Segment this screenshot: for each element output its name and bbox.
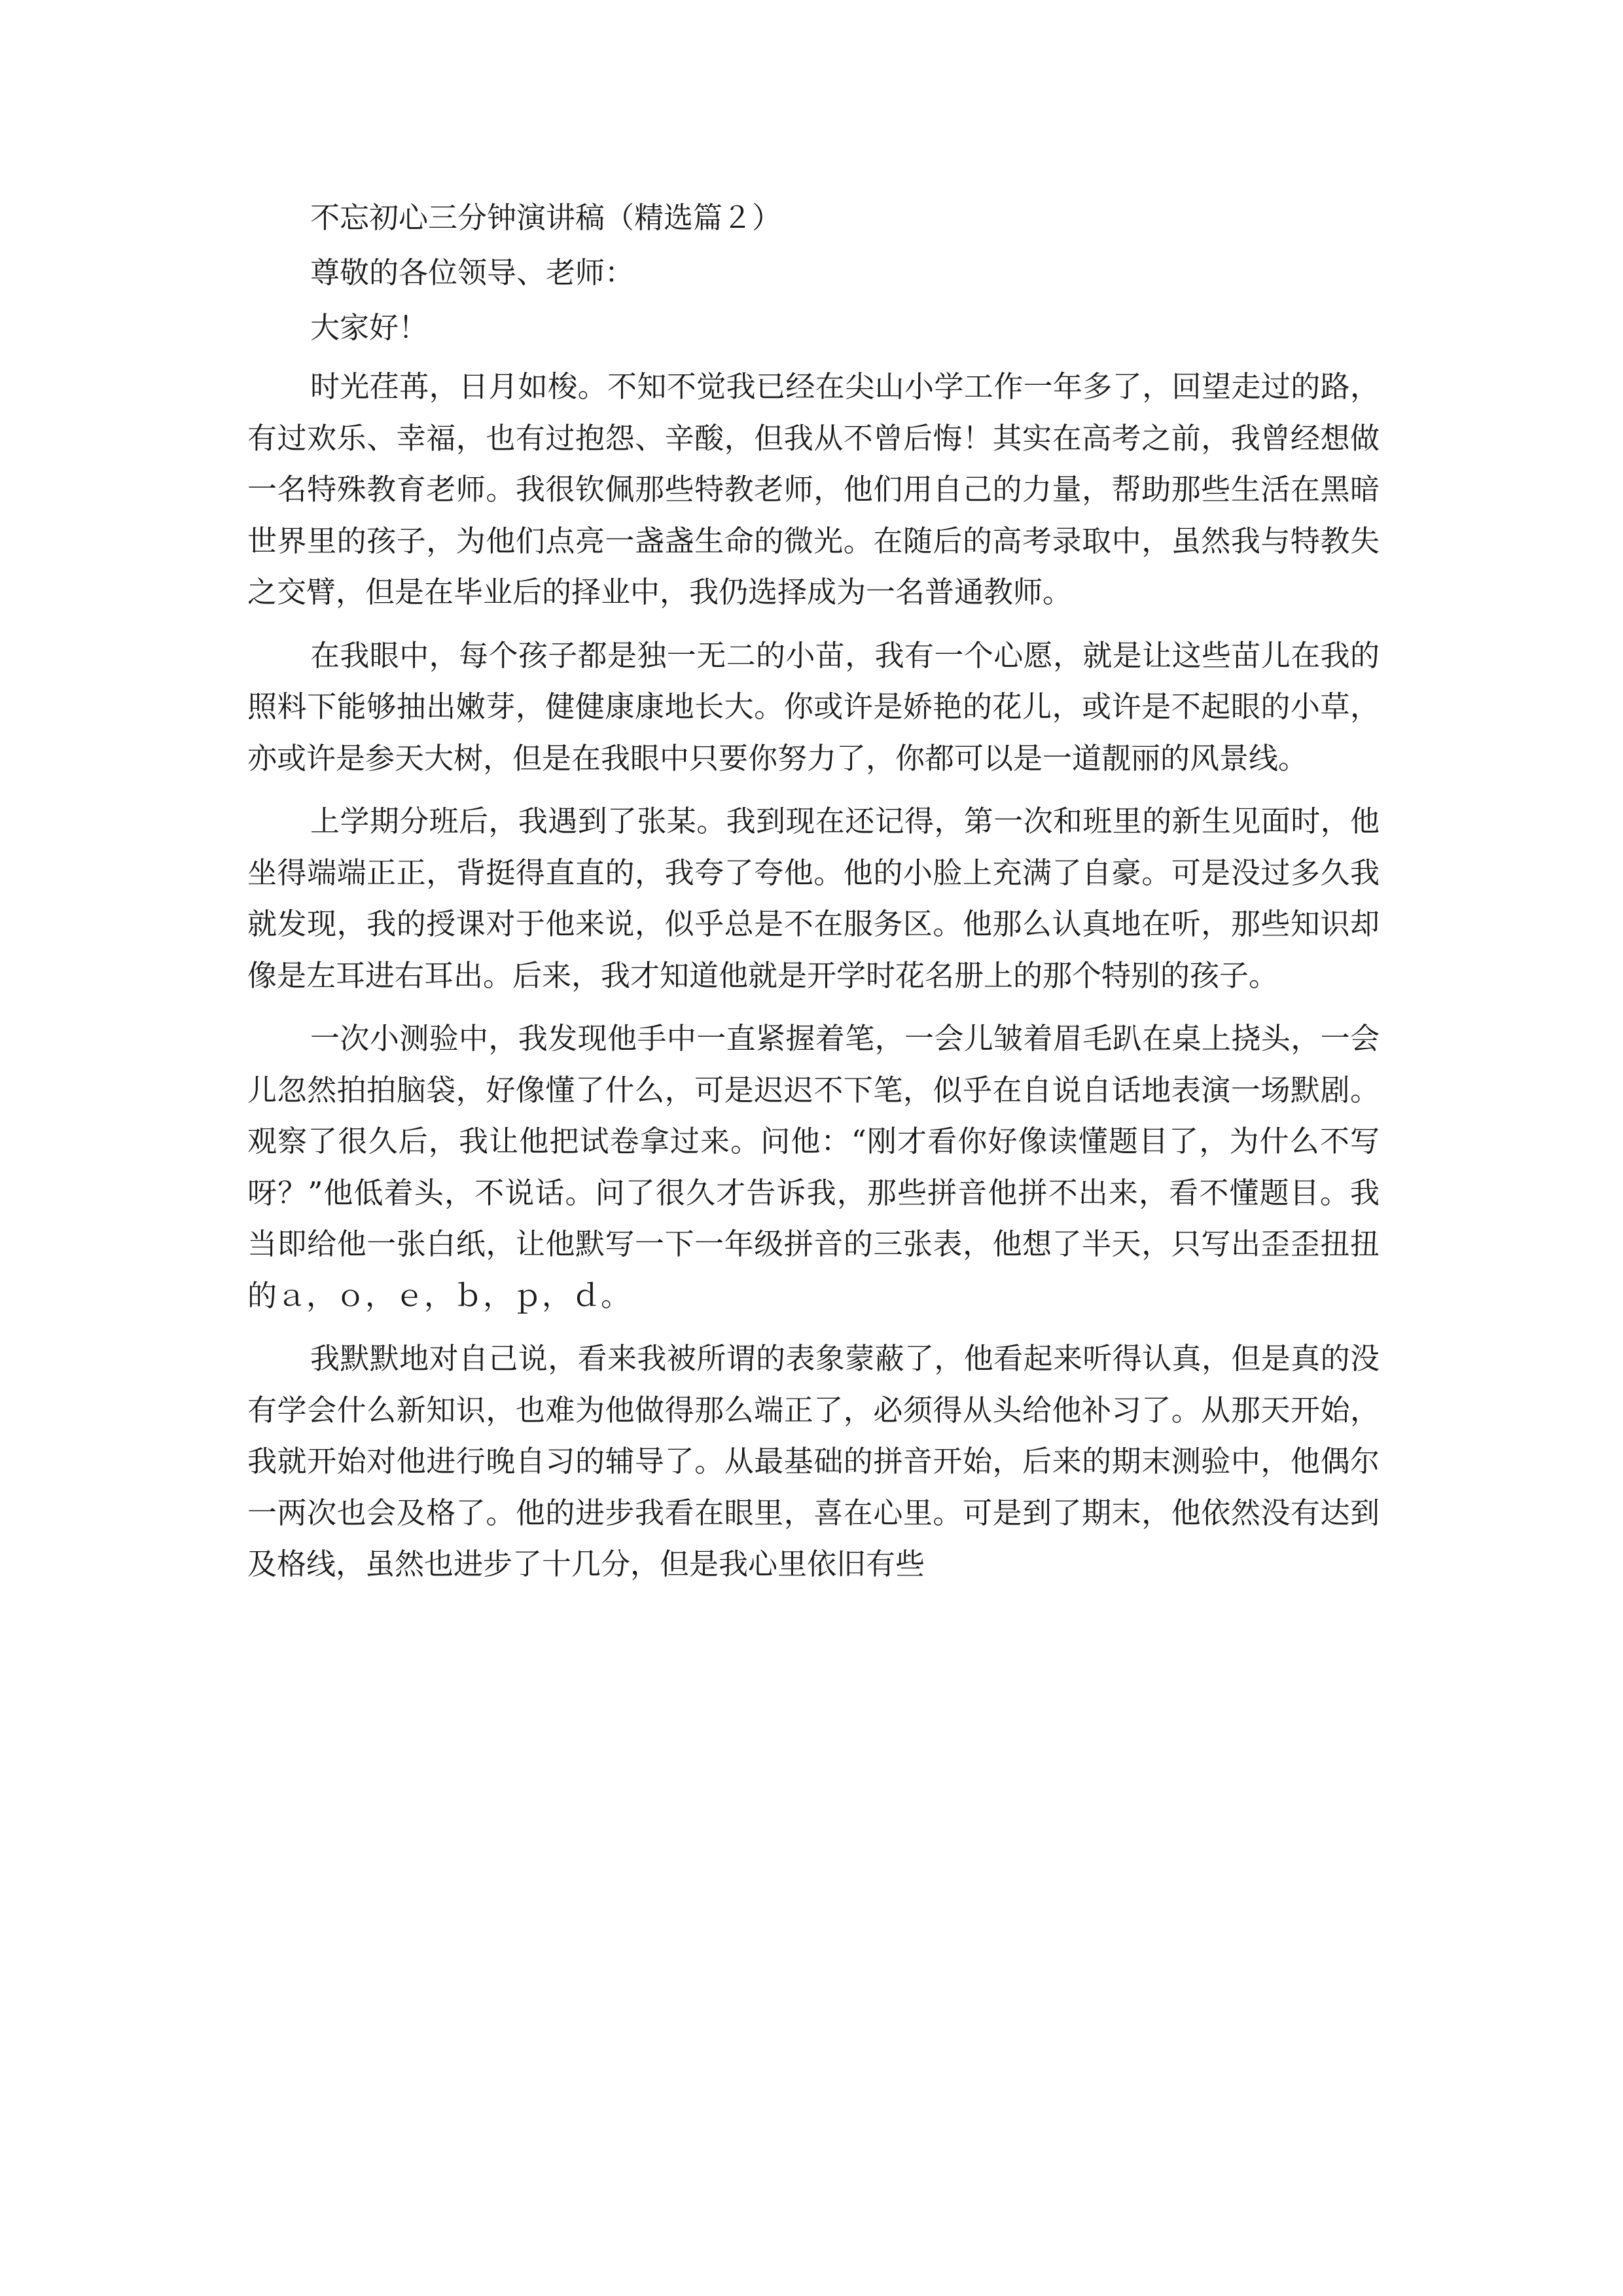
paragraph: 上学期分班后，我遇到了张某。我到现在还记得，第一次和班里的新生见面时，他坐得端端正正，背挺得直直的，我夸了夸他。他的小脸上充满了自豪。可是没过多久我就发现，我的授课对于他来说，似乎总是不在服务区。他那么认真地在听，那些知识却像是左耳进右耳出。后来，我才知道他就是开学时花名册上的那个特别的孩子。 [247,804,1380,993]
document-body [247,196,1380,1602]
paragraph: 一次小测验中，我发现他手中一直紧握着笔，一会儿皱着眉毛趴在桌上挠头，一会儿忽然拍拍脑袋，好像懂了什么，可是迟迟不下笔，似乎在自说自话地表演一场默剧。观察了很久后，我让他把试卷拿过来。问他：“刚才看你好像读懂题目了，为什么不写呀？”他低着头，不说话。问了很久才告诉我，那些拼音他拼不出来，看不懂题目。我当即给他一张白纸，让他默写一下一年级拼音的三张表，他想了半天，只写出歪歪扭扭的ａ，ｏ，ｅ，ｂ，ｐ，ｄ。 [247,1021,1380,1313]
greeting: 大家好！ [310,310,429,345]
salutation: 尊敬的各位领导、老师： [310,255,635,290]
paragraph: 在我眼中，每个孩子都是独一无二的小苗，我有一个心愿，就是让这些苗儿在我的照料下能够抽出嫩芽，健健康康地长大。你或许是娇艳的花儿，或许是不起眼的小草，亦或许是参天大树，但是在我眼中只要你努力了，你都可以是一道靓丽的风景线。 [247,637,1380,776]
paragraph: 时光荏苒，日月如梭。不知不觉我已经在尖山小学工作一年多了，回望走过的路，有过欢乐、幸福，也有过抱怨、辛酸，但我从不曾后悔！其实在高考之前，我曾经想做一名特殊教育老师。我很钦佩那些特教老师，他们用自己的力量，帮助那些生活在黑暗世界里的孩子，为他们点亮一盏盏生命的微光。在随后的高考录取中，虽然我与特教失之交臂，但是在毕业后的择业中，我仍选择成为一名普通教师。 [247,369,1380,609]
document-title: 不忘初心三分钟演讲稿（精选篇２） [310,200,782,235]
paragraph: 我默默地对自己说，看来我被所谓的表象蒙蔽了，他看起来听得认真，但是真的没有学会什么新知识，也难为他做得那么端正了，必须得从头给他补习了。从那天开始，我就开始对他进行晚自习的辅导了。从最基础的拼音开始，后来的期末测验中，他偶尔一两次也会及格了。他的进步我看在眼里，喜在心里。可是到了期末，他依然没有达到及格线，虽然也进步了十几分，但是我心里依旧有些 [247,1341,1380,1581]
